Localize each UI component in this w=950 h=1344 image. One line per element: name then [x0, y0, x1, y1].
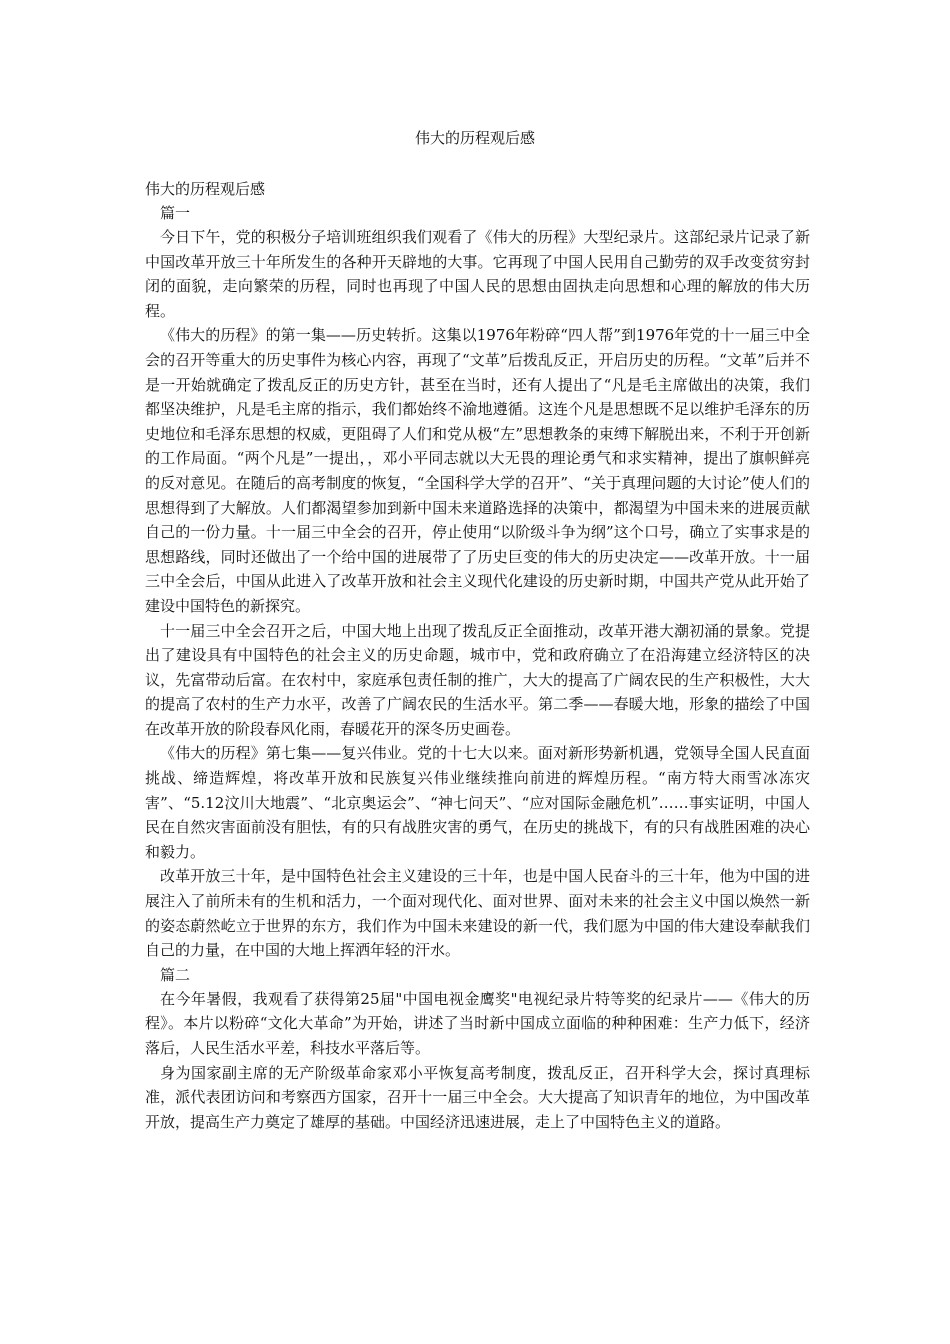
body-heading: 伟大的历程观后感: [145, 180, 266, 198]
paragraph: 《伟大的历程》的第一集——历史转折。这集以1976年粉碎“四人帮”到1976年党的十一届三中全会的召开等重大的历史事件为核心内容，再现了“文革”后拨乱反正，开启历史的历程。“文革”后并不是一开始就确定了拨乱反正的历史方针，甚至在当时，还有人提出了“凡是毛主席做出的决策，我们都坚决维护，凡是毛主席的指示，我们都始终不渝地遵循。这连个凡是思想既不足以维护毛泽东的历史地位和毛泽东思想的权威，更阻碍了人们和党从极“左”思想教条的束缚下解脱出来，不利于开创新的工作局面。“两个凡是”一提出，，邓小平同志就以大无畏的理论勇气和求实精神，提出了旗帜鲜亮的反对意见。在随后的高考制度的恢复，“全国科学大学的召开”、“关于真理问题的大讨论”使人们的思想得到了大解放。人们都渴望参加到新中国未来道路选择的决策中，都渴望为中国未来的进展贡献自己的一份力量。十一届三中全会的召开，停止使用“以阶级斗争为纲”这个口号，确立了实事求是的思想路线，同时还做出了一个给中国的进展带了了历史巨变的伟大的历史决定——改革开放。十一届三中全会后，中国从此进入了改革开放和社会主义现代化建设的历史新时期，中国共产党从此开始了建设中国特色的新探究。: [145, 326, 810, 615]
document-body: [145, 177, 810, 1134]
paragraph: 今日下午，党的积极分子培训班组织我们观看了《伟大的历程》大型纪录片。这部纪录片记录了新中国改革开放三十年所发生的各种开天辟地的大事。它再现了中国人民用自己勤劳的双手改变贫穷封闭的面貌，走向繁荣的历程，同时也再现了中国人民的思想由固执走向思想和心理的解放的伟大历程。: [145, 228, 810, 320]
paragraph: 身为国家副主席的无产阶级革命家邓小平恢复高考制度，拨乱反正，召开科学大会，探讨真理标准，派代表团访问和考察西方国家，召开十一届三中全会。大大提高了知识青年的地位，为中国改革开放，提高生产力奠定了雄厚的基础。中国经济迅速进展，走上了中国特色主义的道路。: [145, 1063, 810, 1131]
paragraph: 在今年暑假，我观看了获得第25届"中国电视金鹰奖"电视纪录片特等奖的纪录片——《伟大的历程》。本片以粉碎“文化大革命”为开始，讲述了当时新中国成立面临的种种困难：生产力低下，经济落后，人民生活水平差，科技水平落后等。: [145, 989, 810, 1057]
section-label-2: 篇二: [160, 965, 191, 984]
section-label-1: 篇一: [160, 204, 191, 222]
paragraph: 《伟大的历程》第七集——复兴伟业。党的十七大以来。面对新形势新机遇，党领导全国人民直面挑战、缔造辉煌，将改革开放和民族复兴伟业继续推向前进的辉煌历程。“南方特大雨雪冰冻灾害”、“5.12汶川大地震”、“北京奥运会”、“神七问天”、“应对国际金融危机”……事实证明，中国人民在自然灾害面前没有胆怯，有的只有战胜灾害的勇气，在历史的挑战下，有的只有战胜困难的决心和毅力。: [145, 744, 810, 861]
paragraph: 十一届三中全会召开之后，中国大地上出现了拨乱反正全面推动，改革开港大潮初涌的景象。党提出了建设具有中国特色的社会主义的历史命题，城市中，党和政府确立了在沿海建立经济特区的决议，先富带动后富。在农村中，家庭承包责任制的推广，大大的提高了广阔农民的生产积极性，大大的提高了农村的生产力水平，改善了广阔农民的生活水平。第二季——春暖大地，形象的描绘了中国在改革开放的阶段春风化雨，春暖花开的深冬历史画卷。: [145, 621, 810, 738]
document-title: 伟大的历程观后感: [414, 129, 535, 147]
paragraph: 改革开放三十年，是中国特色社会主义建设的三十年，也是中国人民奋斗的三十年，他为中国的进展注入了前所未有的生机和活力，一个面对现代化、面对世界、面对未来的社会主义中国以焕然一新的姿态蔚然屹立于世界的东方，我们作为中国未来建设的新一代，我们愿为中国的伟大建设奉献我们自己的力量，在中国的大地上挥洒年轻的汗水。: [145, 867, 810, 960]
